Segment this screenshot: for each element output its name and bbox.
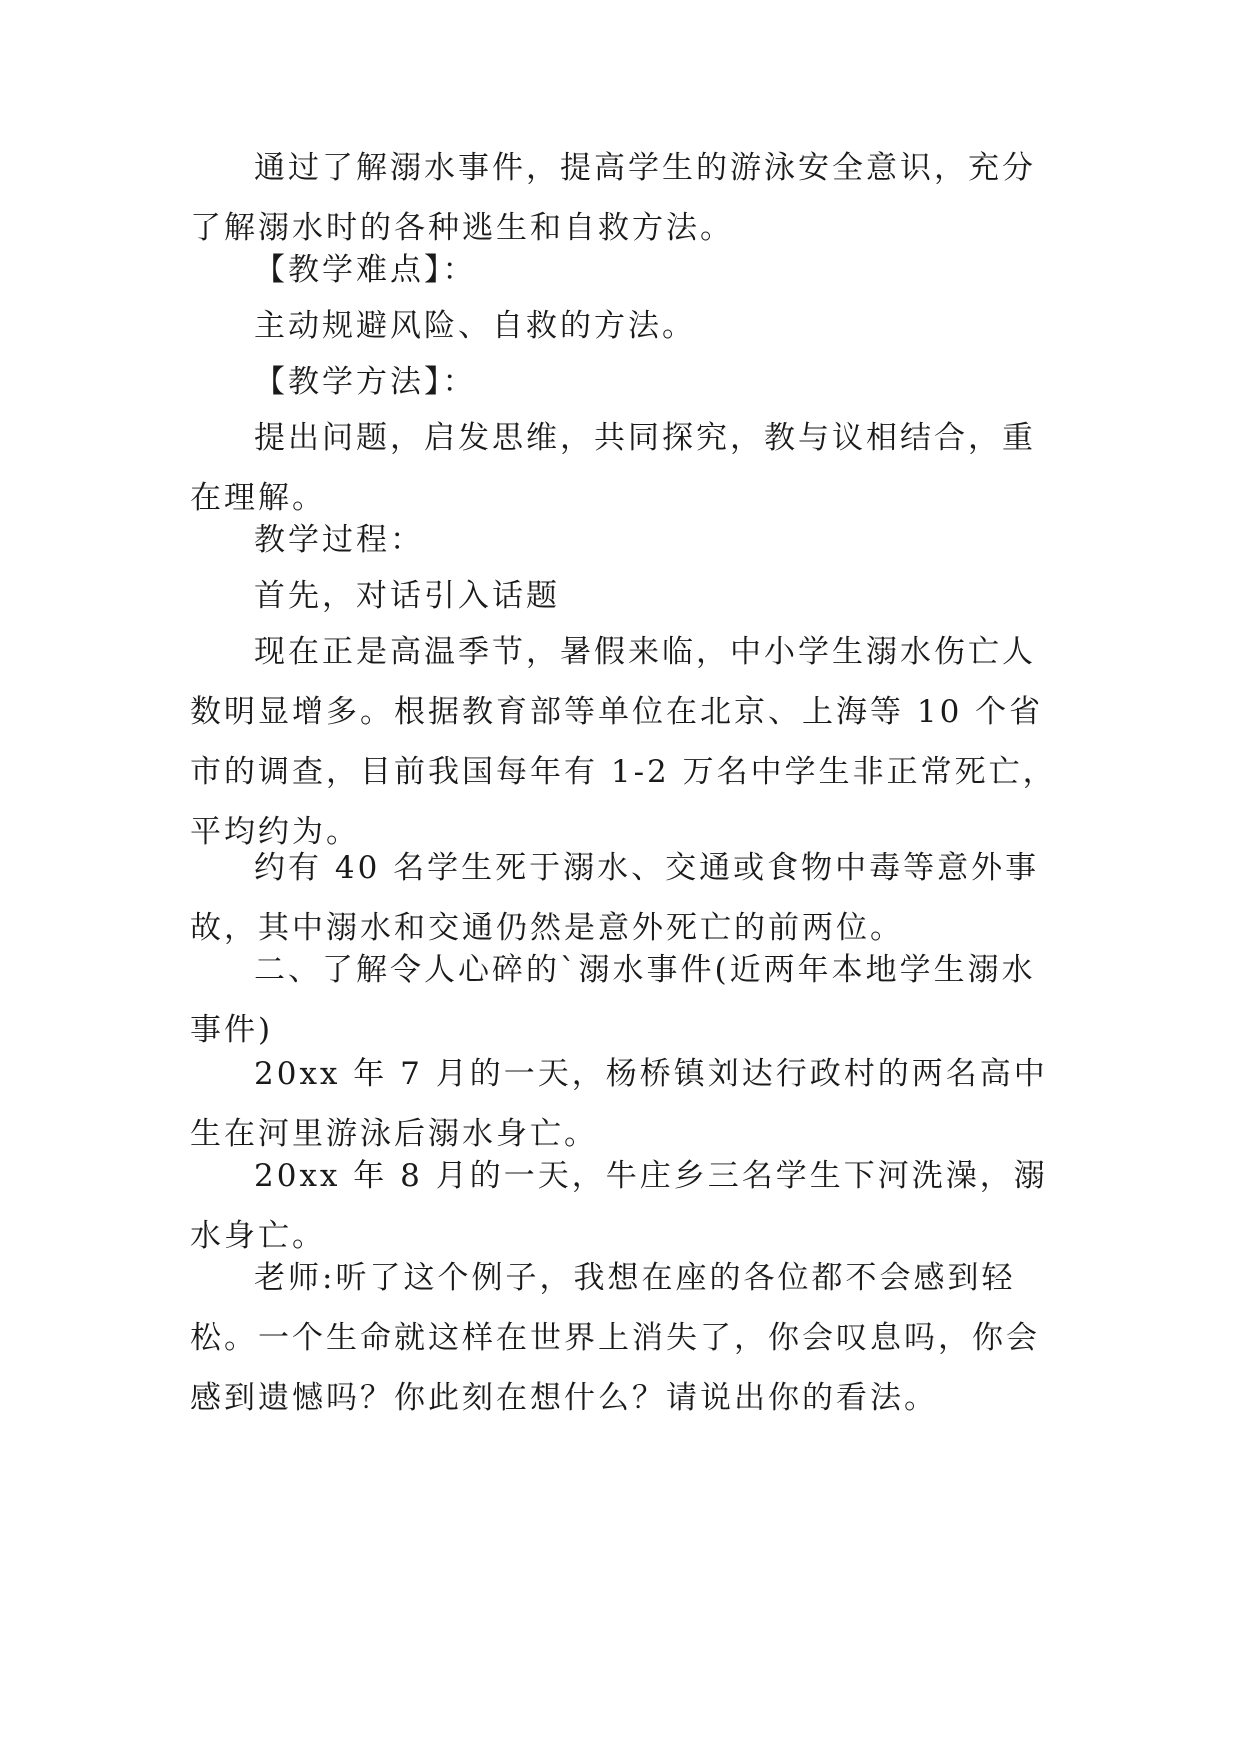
paragraph-intro-topic: 首先，对话引入话题 — [254, 578, 560, 614]
paragraph-teacher-question: 老师:听了这个例子，我想在座的各位都不会感到轻松。一个生命就这样在世界上消失了，你会叹息吗，你会感到遗憾吗？你此刻在想什么？请说出你的看法。 — [190, 1260, 1040, 1416]
paragraph-accident-causes: 约有 40 名学生死于溺水、交通或食物中毒等意外事故，其中溺水和交通仍然是意外死亡的前两位。 — [190, 850, 1040, 946]
paragraph-teaching-difficulty: 主动规避风险、自救的方法。 — [254, 308, 696, 344]
heading-teaching-difficulty: 【教学难点】： — [254, 252, 477, 288]
paragraph-statistics: 现在正是高温季节，暑假来临，中小学生溺水伤亡人数明显增多。根据教育部等单位在北京、上海等 10 个省市的调查，目前我国每年有 1-2 万名中学生非正常死亡，平均约为。 — [190, 634, 1057, 850]
heading-teaching-method: 【教学方法】： — [254, 364, 477, 400]
paragraph-event-august: 20xx 年 8 月的一天，牛庄乡三名学生下河洗澡，溺水身亡。 — [190, 1158, 1048, 1254]
paragraph-event-july: 20xx 年 7 月的一天，杨桥镇刘达行政村的两名高中生在河里游泳后溺水身亡。 — [190, 1056, 1048, 1152]
paragraph-objective: 通过了解溺水事件，提高学生的游泳安全意识，充分了解溺水时的各种逃生和自救方法。 — [190, 150, 1036, 246]
heading-teaching-process: 教学过程： — [254, 522, 424, 558]
heading-drowning-events: 二、了解令人心碎的`溺水事件(近两年本地学生溺水事件) — [190, 952, 1036, 1048]
paragraph-teaching-method: 提出问题，启发思维，共同探究，教与议相结合，重在理解。 — [190, 420, 1036, 516]
